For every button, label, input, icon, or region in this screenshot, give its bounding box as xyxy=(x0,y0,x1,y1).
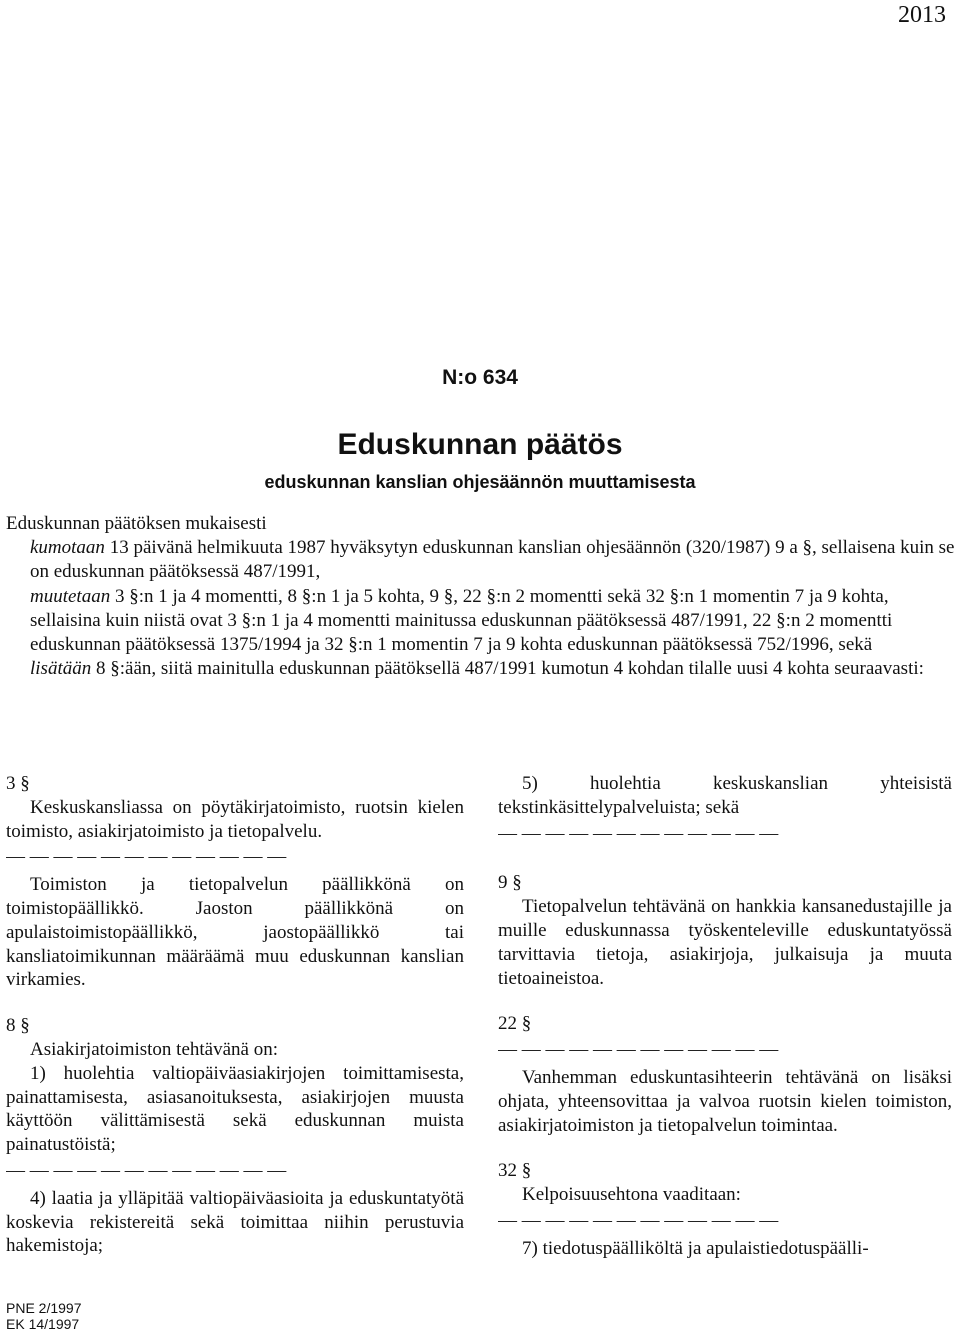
document-subtitle: eduskunnan kanslian ohjesäännön muuttamisesta xyxy=(264,472,696,492)
intro-keyword: lisätään xyxy=(30,658,92,680)
right-column xyxy=(498,772,952,1261)
intro-paragraph: sellaisina kuin niistä ovat 3 §:n 1 ja 4 momentti mainitussa eduskunnan päätöksessä 487/1991, 22 §:n 2 momentti eduskunnan päätöksessä 1375/1994 ja 32 §:n 1 momentin 7 ja 9 kohta eduskunnan päätöksessä 752/1996, sekä xyxy=(30,609,893,656)
section-paragraph: 7) tiedotuspäälliköltä ja apulaistiedotuspäälli- xyxy=(522,1237,869,1259)
section-heading: 9 § xyxy=(498,872,522,894)
omission-dashes: — — — — — — — — — — — — xyxy=(498,1209,779,1231)
section-paragraph: Tietopalvelun tehtävänä on hankkia kansanedustajille ja muille eduskunnassa työskenteleville eduskuntatyössä tarvittavia tietoja, asiakirjoja, julkaisuja ja muuta tietoaineistoa. xyxy=(498,896,952,989)
section-heading: 8 § xyxy=(6,1015,30,1037)
footer-reference: PNE 2/1997 xyxy=(6,1300,82,1316)
intro-paragraph: kumotaan 13 päivänä helmikuuta 1987 hyväksytyn eduskunnan kanslian ohjesäännön (320/1987) 9 a §, sellaisena kuin se on eduskunnan päätöksessä 487/1991, xyxy=(30,537,955,583)
omission-dashes: — — — — — — — — — — — — xyxy=(498,1039,779,1061)
page-number: 2013 xyxy=(898,2,946,28)
section-paragraph: 1) huolehtia valtiopäiväasiakirjojen toimittamisesta, painattamisesta, asiasanoituksesta, asiakirjojen muusta käyttöön välittämisestä sekä eduskunnan muista painatustöistä; xyxy=(6,1062,464,1156)
omission-dashes: — — — — — — — — — — — — xyxy=(6,846,287,868)
omission-dashes: — — — — — — — — — — — — xyxy=(498,822,779,844)
left-column xyxy=(6,772,464,1258)
intro-paragraph: Eduskunnan päätöksen mukaisesti xyxy=(6,513,267,534)
section-heading: 22 § xyxy=(498,1013,532,1035)
section-paragraph: Keskuskansliassa on pöytäkirjatoimisto, ruotsin kielen toimisto, asiakirjatoimisto ja tietopalvelu. xyxy=(6,796,464,842)
section-heading: 32 § xyxy=(498,1160,532,1182)
section-paragraph: Asiakirjatoimiston tehtävänä on: xyxy=(30,1038,279,1060)
section-paragraph: Vanhemman eduskuntasihteerin tehtävänä on lisäksi ohjata, yhteensovittaa ja valvoa ruotsin kielen toimiston, asiakirjatoimiston ja tietopalvelun toimintaa. xyxy=(498,1066,952,1136)
intro-paragraph: muutetaan 3 §:n 1 ja 4 momentti, 8 §:n 1 ja 5 kohta, 9 §, 22 §:n 2 momentti sekä 32 §:n 1 momentin 7 ja 9 kohta, xyxy=(30,585,889,607)
statute-number: N:o 634 xyxy=(442,366,518,389)
section-paragraph: 5) huolehtia keskuskanslian yhteisistä tekstinkäsittelypalveluista; sekä xyxy=(498,773,952,818)
document-title: Eduskunnan päätös xyxy=(337,428,623,461)
intro-keyword: muutetaan xyxy=(30,585,111,607)
footer-references xyxy=(6,1300,82,1332)
footer-reference: EK 14/1997 xyxy=(6,1316,80,1332)
intro-section xyxy=(6,512,958,681)
section-heading: 3 § xyxy=(6,773,30,794)
intro-keyword: kumotaan xyxy=(30,537,105,559)
section-paragraph: 4) laatia ja ylläpitää valtiopäiväasioita ja eduskuntatyötä koskevia rekistereitä sekä toimittaa niihin perustuvia hakemistoja; xyxy=(6,1187,464,1257)
section-paragraph: Kelpoisuusehtona vaaditaan: xyxy=(522,1184,741,1206)
intro-paragraph: lisätään 8 §:ään, siitä mainitulla eduskunnan päätöksellä 487/1991 kumotun 4 kohdan tilalle uusi 4 kohta seuraavasti: xyxy=(30,658,924,680)
omission-dashes: — — — — — — — — — — — — xyxy=(6,1159,287,1181)
section-paragraph: Toimiston ja tietopalvelun päällikkönä on toimistopäällikkö. Jaoston päällikkönä on apulaistoimistopäällikkö, jaostopäällikkö tai kansliatoimikunnan määräämä muu eduskunnan kanslian virkamies. xyxy=(6,874,464,991)
